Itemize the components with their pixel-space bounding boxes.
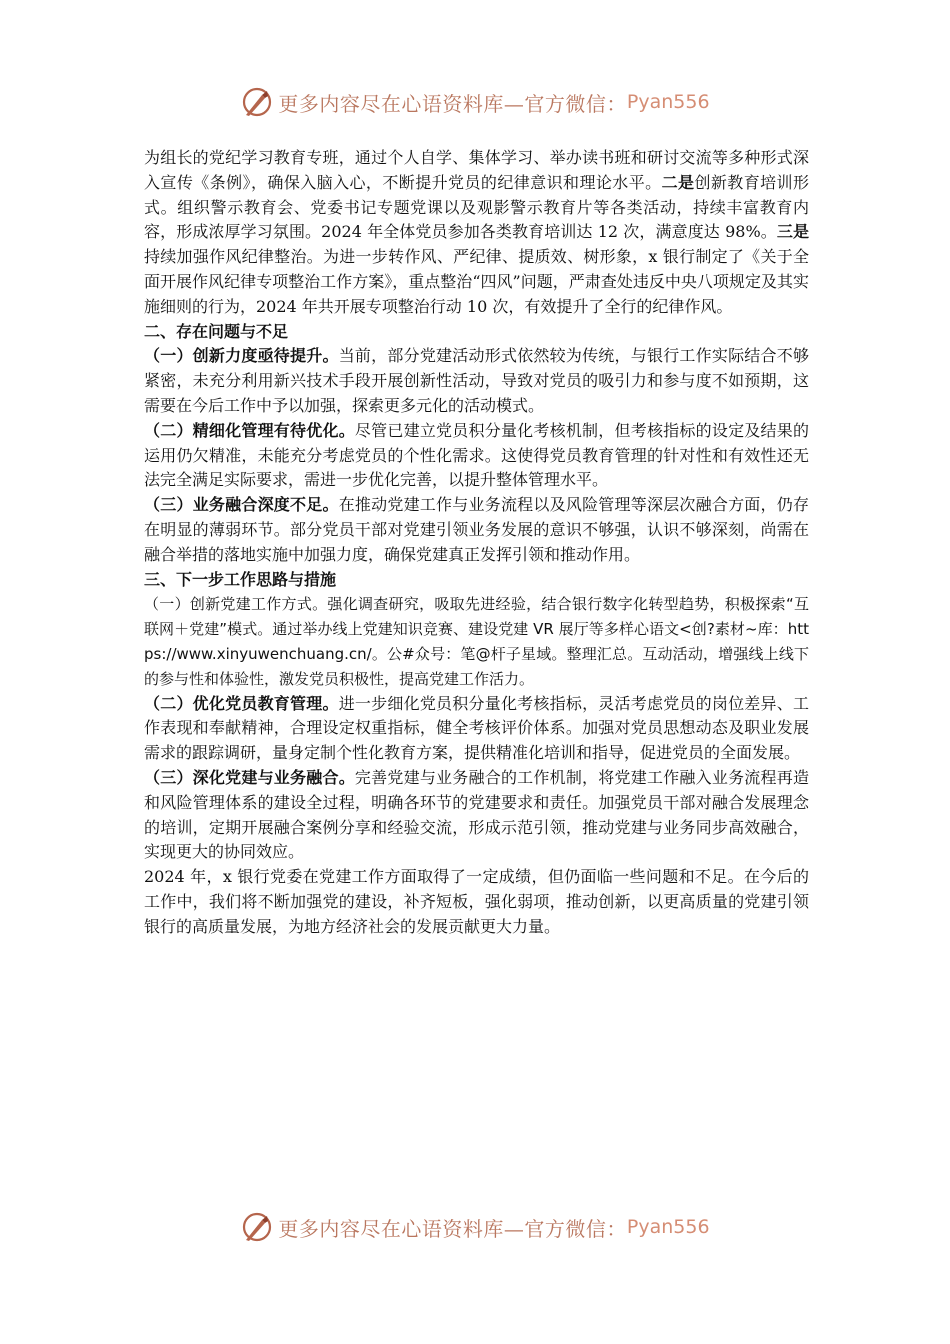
section-heading-problems: 二、存在问题与不足: [144, 321, 289, 341]
item-text: 完善党建与业务融合的工作机制，将党建工作融入业务流程再造和风险管理体系的建设全过程，明确各环节的党建要求和责任。加强党员干部对融合发展理念的培训，定期开展融合案例分享和经验交流，形成示范引领，推动党建与业务同步高效融合，实现更大的协同效应。: [144, 767, 809, 862]
measure-item-innovation: （一）创新党建工作方式。强化调查研究，吸取先进经验，结合银行数字化转型趋势，积极探索“互联网＋党建”模式。通过举办线上党建知识竞赛、建设党建 VR 展厅等多样心语文<创?素材~库：https://www.xinyuwenchuang.cn/。公#众号：笔@杆子星域。整理汇总。互动活动，增强线上线下的参与性和体验性，激发党员积极性，提高党建工作活力。: [144, 595, 809, 688]
item-lead: （三）业务融合深度不足。: [144, 495, 339, 515]
item-text: 进一步细化党员积分量化考核指标，灵活考虑党员的岗位差异、工作表现和奉献精神，合理设定权重指标，健全考核评价体系。加强对党员思想动态及职业发展需求的跟踪调研，量身定制个性化教育方案，提供精准化培训和指导，促进党员的全面发展。: [144, 693, 809, 763]
problem-item: [144, 419, 809, 493]
pen-logo-icon: [240, 85, 274, 119]
problem-item: [144, 493, 809, 567]
watermark-wechat-id: Pyan556: [626, 1216, 710, 1238]
item-text: 尽管已建立党员积分量化考核机制，但考核指标的设定及结果的运用仍欠精准，未能充分考虑党员的个性化需求。这使得党员教育管理的针对性和有效性还无法完全满足实际要求，需进一步优化完善，以提升整体管理水平。: [144, 420, 809, 490]
measure-item: [144, 766, 809, 865]
problem-item: [144, 344, 809, 418]
para-emphasis: 二是: [661, 172, 695, 192]
item-lead: （二）精细化管理有待优化。: [144, 420, 355, 440]
watermark-banner-bottom: [0, 1207, 950, 1247]
item-text: 当前，部分党建活动形式依然较为传统，与银行工作实际结合不够紧密，未充分利用新兴技术手段开展创新性活动，导致对党员的吸引力和参与度不如预期，这需要在今后工作中予以加强，探索更多元化的活动模式。: [144, 346, 809, 415]
document-body: [144, 146, 809, 940]
para-emphasis: 三是: [776, 222, 809, 242]
watermark-text: 更多内容尽在心语资料库—官方微信：: [278, 91, 627, 116]
para-text: 为组长的党纪学习教育专班，通过个人自学、集体学习、举办读书班和研讨交流等多种形式深入宣传《条例》，确保入脑入心，不断提升党员的纪律意识和理论水平。: [144, 148, 809, 192]
item-lead: （二）优化党员教育管理。: [144, 693, 339, 713]
para-text: 创新教育培训形式。组织警示教育会、党委书记专题党课以及观影警示教育片等各类活动，持续丰富教育内容，形成浓厚学习氛围。2024 年全体党员参加各类教育培训达 12 次，满意度达 98%。: [144, 172, 809, 242]
watermark-wechat-id: Pyan556: [626, 91, 710, 113]
watermark-banner-top: [0, 82, 950, 122]
watermark-text: 更多内容尽在心语资料库—官方微信：: [278, 1216, 627, 1241]
item-lead: （三）深化党建与业务融合。: [144, 767, 355, 787]
item-text: 在推动党建工作与业务流程以及风险管理等深层次融合方面，仍存在明显的薄弱环节。部分党员干部对党建引领业务发展的意识不够强，认识不够深刻，尚需在融合举措的落地实施中加强力度，确保党建真正发挥引领和推动作用。: [144, 495, 809, 564]
measure-item: [144, 692, 809, 766]
paragraph-education: [144, 146, 809, 320]
section-heading-next-steps: 三、下一步工作思路与措施: [144, 569, 337, 589]
pen-logo-icon: [240, 1210, 274, 1244]
para-text: 持续加强作风纪律整治。为进一步转作风、严纪律、提质效、树形象，x 银行制定了《关于全面开展作风纪律专项整治工作方案》，重点整治“四风”问题，严肃查处违反中央八项规定及其实施细则的行为，2024 年共开展专项整治行动 10 次，有效提升了全行的纪律作风。: [144, 247, 809, 316]
item-lead: （一）创新力度亟待提升。: [144, 346, 339, 366]
conclusion-paragraph: 2024 年，x 银行党委在党建工作方面取得了一定成绩，但仍面临一些问题和不足。在今后的工作中，我们将不断加强党的建设，补齐短板，强化弱项，推动创新，以更高质量的党建引领银行的高质量发展，为地方经济社会的发展贡献更大力量。: [144, 867, 809, 936]
